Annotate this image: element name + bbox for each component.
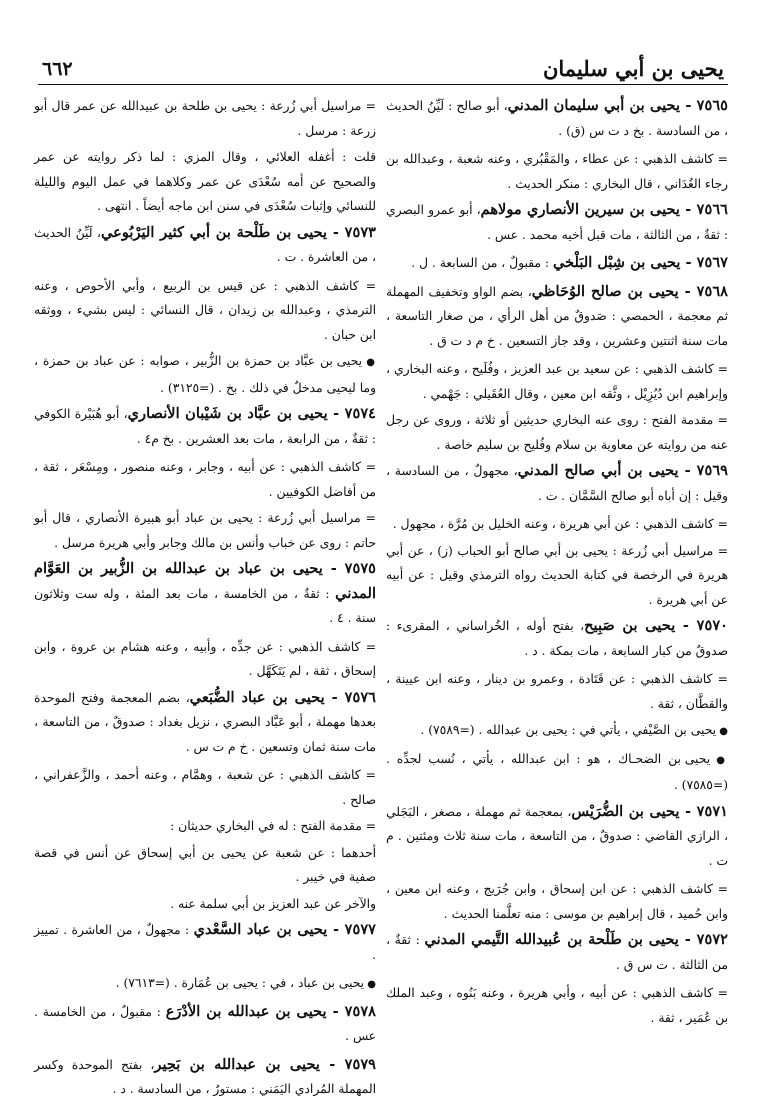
entry-text: : مجهولٌ ، من العاشرة . تمييز . [34,923,376,962]
entry-number: ٧٥٧٩ - [319,1055,376,1073]
entry-name: يحيى بن سيرين الأنصاري مولاهم [480,201,680,218]
entry-number: ٧٥٧٣ - [327,223,376,241]
annotation-note: = كاشف الذهبي : عن أبي هريرة ، وعنه الخليل بن مُرَّة ، مجهول . [392,517,728,531]
biography-entry [34,557,376,631]
entry-name: يحيى بن شِبْل البَلْخي [552,254,681,271]
biography-entry [386,928,728,977]
cross-reference: ● يحيى بن الضحـاك ، هو : ابن عبدالله ، يأتي ، نُسب لجدِّه . (=٧٥٨٥) . [386,747,728,798]
annotation-note: = كاشف الذهبي : عن سعيد بن عبد العزيز ، وفُلَيح ، وعنه البخاري ، وإبراهيم ابن دُيُزِيْل ، وثَّقه ابن معين ، وقال العُقَيلي : جَهْمي . [386,362,728,401]
entry-number: ٧٥٧١ - [679,802,729,820]
biography-entry [386,251,728,276]
left-column [34,94,377,1096]
entry-text: ، بضم المعجمة وفتح الموحدة بعدها مهملة ، أبو عَبَّاد البصري ، نزيل بغداد : صدوقٌ ، من التاسعة ، مات سنة ثمان وتسعين . خ م ت س . [34,690,376,754]
annotation-note: = كاشف الذهبي : عن أبيه ، وأبي هريرة ، وعنه بَنُوه ، وعبد الملك بن عُمَير ، ثقة . [386,986,728,1025]
entry-text: ، لَيِّنُ الحديث ، من العاشرة . ت . [34,225,376,264]
annotation-note: = كاشف الذهبي : عن جدِّه ، وأبيه ، وعنه هشام بن عروة ، وابن إسحاق ، ثقة ، لم يَتَكَهَّل . [34,639,376,678]
biography-entry [34,1053,376,1102]
entry-text: : ثقةٌ ، من الثالثة . ت س ق . [386,933,728,972]
entry-number: ٧٥٦٦ - [680,201,729,218]
annotation-note: = مراسيل أبي زُرعة : يحيى بن أبي صالح أبو الحباب (ز) ، عن أبي هريرة في الرخصة في كتابة الحديث رواه الترمذي وقيل : عن أبيه عن أبي هريرة . [386,543,728,607]
cross-reference: ● يحيى بن عباد ، في : يحيى بن عُمَارة . (=٧٦١٣) . [34,971,376,998]
entry-text: ، بفتح أوله ، الخُراساني ، المقرىء : صدوقٌ من كبار السابعة ، مات بمكة . د . [386,619,728,658]
entry-text: ، أبو عمرو البصري : ثقةٌ ، من الثالثة ، مات قبل أخيه محمد . عس . [386,203,728,242]
biography-entry [34,1000,376,1049]
cross-reference: ● يحيى بن الصَّيْفي ، يأتي في : يحيى بن عبدالله . (=٧٥٨٩) . [386,718,728,745]
entry-name: يحيى بن طَلْحة بن عُبيدالله التَّيمي المدني [424,931,679,948]
biography-entry [386,198,728,247]
entry-text: ، بفتح الموحدة وكسر المهملة المُرادي اليَمَني : مستورٌ ، من السادسة . د . [34,1057,376,1096]
entry-number: ٧٥٧٨ - [326,1002,377,1020]
entry-text: ، بمعجمة ثم مهملة ، مصغر ، البَجَلي ، الرازي القاضي : صدوقٌ ، من التاسعة ، مات سنة ثلاث ومئتين . م ت . [386,804,728,868]
biography-entry [386,280,728,354]
biography-entry [34,686,376,760]
entry-name: يحيى بن عباد السَّعْدي [193,921,328,938]
entry-name: يحيى بن عبَّاد بن شَيْبان الأنصاري [127,405,328,422]
entry-number: ٧٥٦٩ - [678,462,728,479]
entry-number: ٧٥٧٦ - [324,688,376,706]
entry-name: يحيى بن أبي سليمان المدني [507,97,681,114]
entry-name: يحيى بن أبي صالح المدني [517,462,679,479]
biography-entry [34,918,376,967]
entry-name: يحيى بن صالح الوُحَاظي [531,282,679,300]
entry-number: ٧٥٧٧ - [327,921,377,938]
entry-number: ٧٥٧٥ - [322,560,376,577]
entry-name: يحيى بن طَلْحة بن أبي كثير اليَرْبُوعي [101,223,328,241]
annotation-note: = كاشف الذهبي : عن شعبة ، وهمَّام ، وعنه أحمد ، والزَّعفراني ، صالح . [34,768,376,807]
biography-entry [386,614,728,663]
annotation-note: = كاشف الذهبي : عن قيس بن الربيع ، وأبي الأحوص ، وعنه الترمذي ، وعبدالله بن زيدان ، قال النسائي : ليس بشيء ، ووثقه ابن حبان . [34,278,376,342]
entry-name: يحيى بن عباد الضُّبَعي [189,688,325,706]
annotation-note: = مقدمة الفتح : روى عنه البخاري حديثين أو ثلاثة ، وروى عن رجل عنه من روايته عن معاوية بن سلام وفُليح بن سليم خاصة . [386,413,728,452]
entry-name: يحيى بن صَبِيح [584,617,676,634]
entry-name: يحيى بن عبدالله بن بَحِير [154,1055,320,1073]
biography-entry [386,94,728,143]
running-title: يحيى بن أبي سليمان [542,56,724,81]
entry-number: ٧٥٧٤ - [327,405,376,422]
annotation-note: قلت : أغفله العلائي ، وقال المزي : لما ذكر روايته عن عمر والصحيح عن أمه سُعْدَى عن عمر وكلاهما في عمل اليوم والليلة للنسائي وإثبات سُعْدَى في سنن ابن ماجه أيضاً . انتهى . [34,150,376,213]
page-header [38,56,728,85]
annotation-note: = كاشف الذهبي : عن قَتَادة ، وعمرو بن دينار ، وعنه ابن عيينة ، والقطَّان ، ثقة . [386,672,728,711]
annotation-note: والآخر عن عبد العزيز بن أبي سلمة عنه . [170,896,376,911]
entry-text: ، مجهولٌ ، من السادسة ، وقيل : إن أباه أبو صالح السَّمَّان . ت . [386,464,728,503]
entry-number: ٧٥٧٢ - [678,931,729,948]
biography-entry [386,800,728,874]
annotation-note: = كاشف الذهبي : عن ابن إسحاق ، وابن جُرَيج ، وعنه ابن معين ، وابن حُميد ، قال إبراهيم بن موسى : منه تعلَّمنا الحديث . [386,882,728,921]
entry-text: ، أبو صالح : لَيِّنُ الحديث ، من السادسة . بخ د ت س (ق) . [386,99,728,138]
entry-name: يحيى بن الضُّرَيْس [571,802,680,820]
entry-text: : مقبولٌ ، من الخامسة . عس . [34,1004,376,1043]
biography-entry [34,402,376,451]
entry-number: ٧٥٧٠ - [675,617,729,634]
biography-entry [34,221,376,270]
annotation-note: = مقدمة الفتح : له في البخاري حديثان : [170,819,376,833]
biography-entry [386,459,728,508]
right-column [386,94,728,1077]
entry-name: يحيى بن عباد بن عبدالله بن الزُّبير بن العَوَّام المدني [34,560,376,602]
annotation-note: = مراسيل أبي زُرعة : يحيى بن طلحة بن عبيدالله عن عمر قال أبو زرعة : مرسل . [34,99,376,138]
page-number: ٦٦٢ [42,58,73,80]
entry-number: ٧٥٦٥ - [680,97,729,114]
annotation-note: أحدهما : عن شعبة عن يحيى بن أبي إسحاق عن أنس في قصة صفية في خيبر . [34,845,376,884]
entry-number: ٧٥٦٨ - [678,282,728,300]
annotation-note: = مراسيل أبي زُرعة : يحيى بن عباد أبو هبيرة الأنصاري ، قال أبو حاتم : روى عن خباب وأنس بن مالك وجابر وأبي هريرة مرسل . [34,511,376,550]
cross-reference: ● يحيى بن عبَّاد بن حمزة بن الزُّبير ، صوابه : عن عباد بن حمزة ، وما ليحيى مدخلٌ في ذلك . بخ . (=٣١٢٥) . [34,349,376,400]
entry-number: ٧٥٦٧ - [680,254,728,271]
annotation-note: = كاشف الذهبي : عن عطاء ، والمَقْبُري ، وعنه شعبة ، وعبدالله بن رجاء الغُدَاني ، قال البخاري : منكر الحديث . [386,152,728,191]
entry-text: ، بضم الواو وتخفيف المهملة ثم معجمة ، الحمصي : صَدوقٌ من أهل الرأي ، من صغار التاسعة ، مات سنة اثنتين وعشرين ، وقد جاز التسعين . خ م د ت ق . [386,284,728,348]
entry-text: : ثقةٌ ، من الخامسة ، مات بعد المئة ، وله ست وثلاثون سنة . ٤ . [34,586,376,625]
annotation-note: = كاشف الذهبي : عن أبيه ، وجابر ، وعنه منصور ، ومِسْعَر ، ثقة ، من أفاضل الكوفيين . [34,460,376,499]
entry-text: : مقبولٌ ، من السابعة . ل . [411,256,553,270]
entry-text: ، أبو هُبَيْرة الكوفي : ثقةٌ ، من الرابعة ، مات بعد العشرين . بخ م٤ . [34,407,376,446]
entry-name: يحيى بن عبدالله بن الأدْرَع [165,1002,327,1020]
